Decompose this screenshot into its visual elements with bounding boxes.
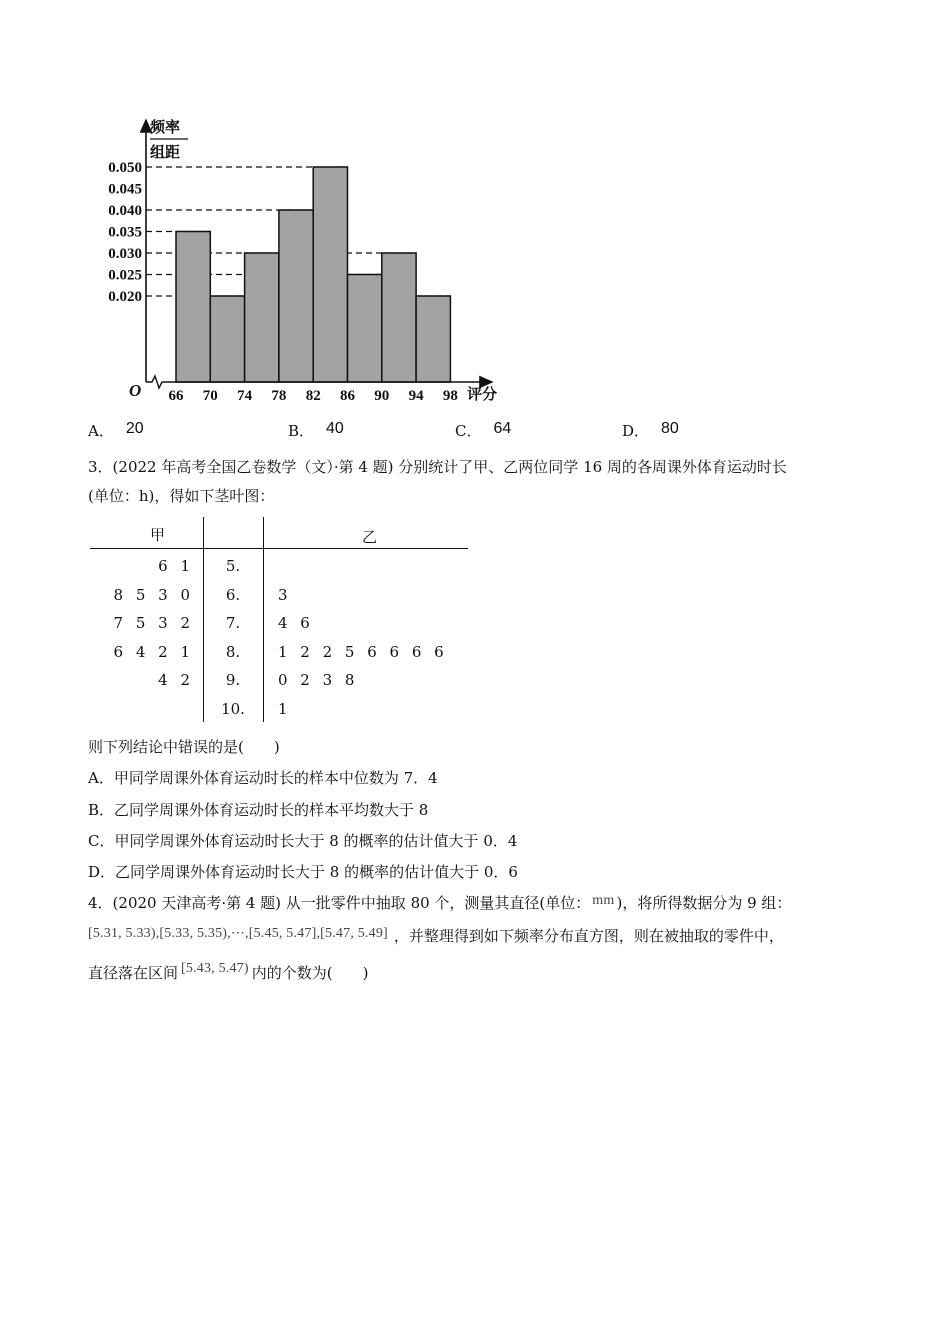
q3-option-a[interactable]: A．甲同学周课外体育运动时长的样本中位数为 7．4: [88, 769, 438, 787]
q3-option-b[interactable]: B．乙同学周课外体育运动时长的样本平均数大于 8: [88, 801, 429, 819]
stem-leaf-stem: 6.: [225, 585, 241, 604]
stem-leaf-right-leaves: 0 2 3 8: [278, 671, 355, 690]
stem-leaf-stem: 10.: [221, 700, 245, 718]
q3-stem-line1: 3．(2022 年高考全国乙卷数学（文）·第 4 题) 分别统计了甲、乙两位同学 16 周的各周课外体育运动时长: [88, 458, 787, 476]
stem-leaf-right-leaves: 1: [278, 700, 288, 718]
x-tick-label: 82: [305, 388, 321, 404]
q2-option-a[interactable]: A． 20: [88, 420, 144, 440]
y-tick-label: 0.020: [108, 289, 142, 305]
q4-unit: mm: [592, 893, 615, 908]
stem-leaf-right-leaves: 4 6: [278, 614, 310, 633]
stem-leaf-header-rule: [90, 548, 468, 549]
x-tick-label: 70: [202, 388, 218, 404]
stem-leaf-divider-left: [203, 517, 204, 722]
stem-leaf-divider-right: [263, 517, 264, 722]
histogram-bar: [245, 253, 279, 382]
frequency-histogram: [80, 110, 600, 410]
q2-option-b[interactable]: B． 40: [288, 420, 344, 440]
stem-leaf-right-leaves: 1 2 2 5 6 6 6 6: [278, 642, 444, 661]
x-axis-label: 评分: [467, 385, 498, 403]
q3-option-d[interactable]: D．乙同学周课外体育运动时长大于 8 的概率的估计值大于 0．6: [88, 863, 518, 881]
q3-prompt: 则下列结论中错误的是( ): [88, 738, 280, 756]
histogram-bar: [176, 232, 210, 383]
histogram-bar: [210, 296, 244, 382]
y-label-bottom: 组距: [150, 143, 181, 161]
x-tick-label: 90: [374, 388, 390, 404]
q4-stem-line2: [5.31, 5.33),[5.33, 5.35),⋯,[5.45, 5.47],[5.47, 5.49] ，并整理得到如下频率分布直方图，则在被抽取的零件中，: [88, 926, 784, 945]
origin-label: O: [129, 381, 142, 400]
stem-leaf-stem: 9.: [225, 671, 241, 690]
stem-leaf-left-leaves: 6 4 2 1: [113, 642, 190, 661]
stem-leaf-left-leaves: 7 5 3 2: [113, 614, 190, 633]
q2-option-d[interactable]: D． 80: [622, 420, 679, 440]
y-label-top: 频率: [150, 118, 181, 136]
q4-range: [5.43, 5.47): [181, 961, 249, 976]
x-tick-label: 66: [168, 388, 184, 404]
stem-leaf-stem: 8.: [225, 642, 241, 661]
q3-stem-line2: (单位：h)，得如下茎叶图：: [88, 487, 275, 505]
stem-leaf-stem: 5.: [225, 557, 241, 575]
stem-leaf-left-header: 甲: [150, 526, 166, 544]
axis-break: [146, 376, 162, 388]
x-tick-label: 98: [442, 388, 458, 404]
q4-stem-line3: 直径落在区间 [5.43, 5.47) 内的个数为( ): [88, 961, 369, 982]
histogram-bar: [348, 275, 382, 383]
q4-intervals: [5.31, 5.33),[5.33, 5.35),⋯,[5.45, 5.47],[5.47, 5.49]: [88, 926, 388, 941]
y-tick-label: 0.050: [108, 160, 142, 176]
y-tick-label: 0.035: [108, 224, 142, 241]
x-tick-label: 86: [340, 388, 355, 404]
histogram-bar: [313, 167, 347, 382]
x-tick-label: 94: [408, 388, 424, 404]
stem-leaf-stem: 7.: [225, 614, 241, 633]
y-tick-label: 0.025: [108, 267, 142, 284]
y-tick-label: 0.030: [108, 246, 142, 262]
stem-leaf-left-leaves: 8 5 3 0: [113, 585, 190, 604]
x-tick-label: 74: [237, 388, 253, 404]
x-tick-label: 78: [271, 388, 287, 404]
stem-leaf-right-header: 乙: [362, 528, 378, 546]
stem-leaf-left-leaves: 6 1: [158, 557, 190, 575]
q4-stem-line1: 4．(2020 天津高考·第 4 题) 从一批零件中抽取 80 个，测量其直径(单位： mm )，将所得数据分为 9 组：: [88, 893, 792, 912]
q2-option-c[interactable]: C． 64: [455, 420, 512, 440]
histogram-bar: [416, 296, 450, 382]
histogram-bar: [279, 210, 313, 382]
histogram-bar: [382, 253, 416, 382]
stem-leaf-right-leaves: 3: [278, 585, 288, 604]
y-tick-label: 0.040: [108, 203, 142, 219]
q3-option-c[interactable]: C．甲同学周课外体育运动时长大于 8 的概率的估计值大于 0．4: [88, 832, 518, 850]
stem-leaf-plot: [90, 517, 470, 723]
y-tick-label: 0.045: [108, 181, 142, 198]
stem-leaf-left-leaves: 4 2: [158, 671, 190, 690]
